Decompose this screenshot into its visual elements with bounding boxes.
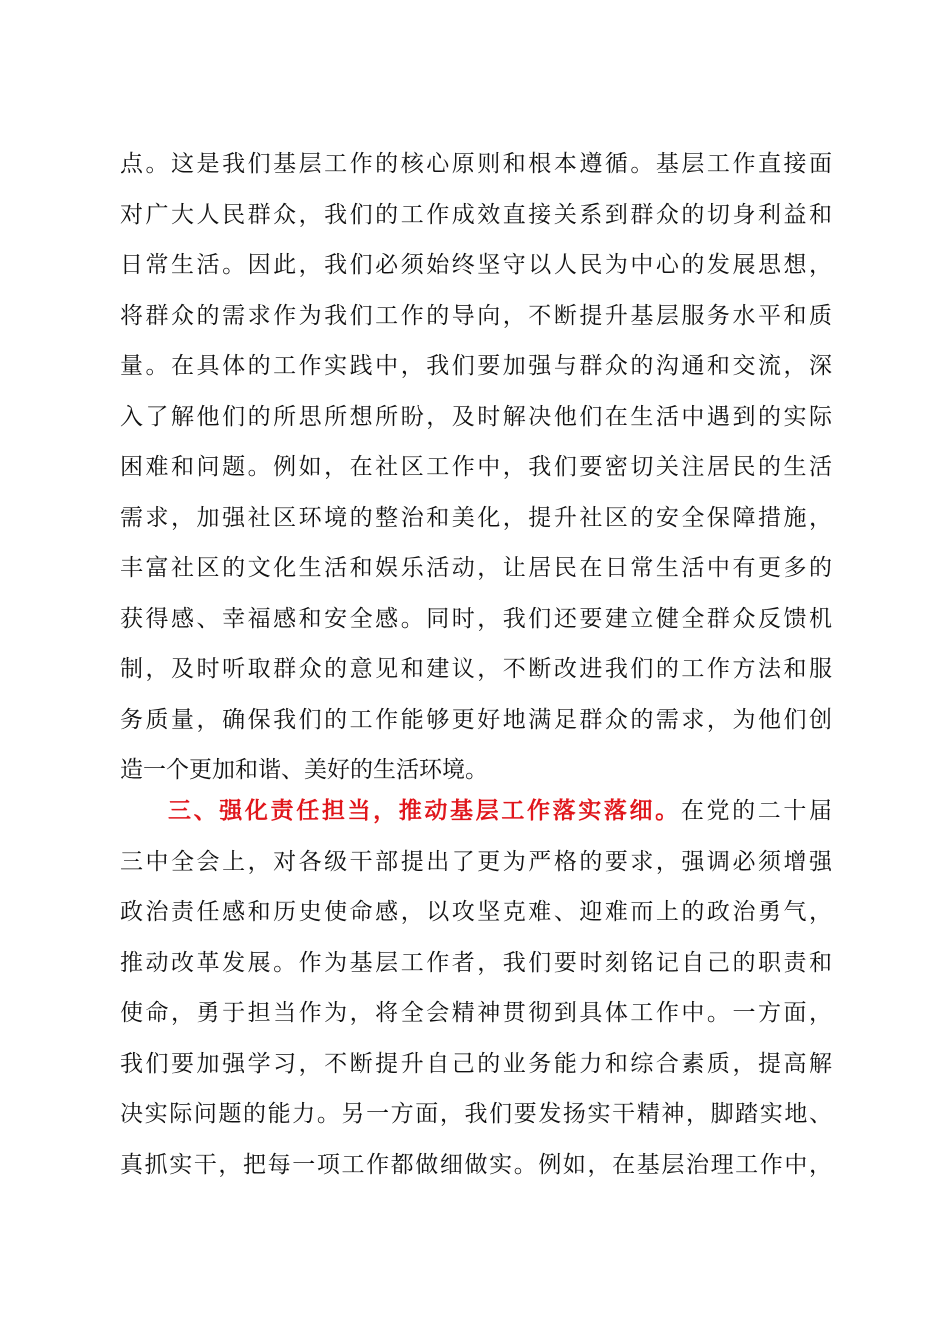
text-line: 政治责任感和历史使命感，以攻坚克难、迎难而上的政治勇气， <box>120 899 832 925</box>
text-line: 我们要加强学习，不断提升自己的业务能力和综合素质，提高解 <box>120 1050 832 1077</box>
paragraph-first-line <box>120 786 832 837</box>
text-line: 推动改革发展。作为基层工作者，我们要时刻铭记自己的职责和 <box>120 949 832 976</box>
heading-continuation: 在党的二十届 <box>680 798 833 824</box>
text-line: 三中全会上，对各级干部提出了更为严格的要求，强调必须增强 <box>120 848 832 875</box>
text-line: 量。在具体的工作实践中，我们要加强与群众的沟通和交流，深 <box>120 353 832 379</box>
section-heading: 三、强化责任担当，推动基层工作落实落细。 <box>168 798 681 824</box>
text-line: 对广大人民群众，我们的工作成效直接关系到群众的切身利益和 <box>120 201 832 228</box>
text-line: 获得感、幸福感和安全感。同时，我们还要建立健全群众反馈机 <box>120 605 832 632</box>
paragraph-people-centered <box>120 139 832 796</box>
text-line: 点。这是我们基层工作的核心原则和根本遵循。基层工作直接面 <box>120 151 832 177</box>
text-line: 务质量，确保我们的工作能够更好地满足群众的需求，为他们创 <box>120 706 832 733</box>
text-line: 造一个更加和谐、美好的生活环境。 <box>120 757 488 783</box>
text-line: 困难和问题。例如，在社区工作中，我们要密切关注居民的生活 <box>120 454 832 480</box>
text-line: 制，及时听取群众的意见和建议，不断改进我们的工作方法和服 <box>120 656 832 682</box>
text-line: 使命，勇于担当作为，将全会精神贯彻到具体工作中。一方面， <box>120 1000 832 1026</box>
text-line: 将群众的需求作为我们工作的导向，不断提升基层服务水平和质 <box>120 302 832 329</box>
text-line: 决实际问题的能力。另一方面，我们要发扬实干精神，脚踏实地、 <box>120 1101 832 1127</box>
text-line: 真抓实干，把每一项工作都做细做实。例如，在基层治理工作中， <box>120 1151 832 1178</box>
text-line: 丰富社区的文化生活和娱乐活动，让居民在日常生活中有更多的 <box>120 555 832 581</box>
paragraph-responsibility <box>120 786 832 1190</box>
text-line: 需求，加强社区环境的整治和美化，提升社区的安全保障措施， <box>120 504 832 531</box>
text-line: 入了解他们的所思所想所盼，及时解决他们在生活中遇到的实际 <box>120 403 832 430</box>
text-line: 日常生活。因此，我们必须始终坚守以人民为中心的发展思想， <box>120 252 832 278</box>
